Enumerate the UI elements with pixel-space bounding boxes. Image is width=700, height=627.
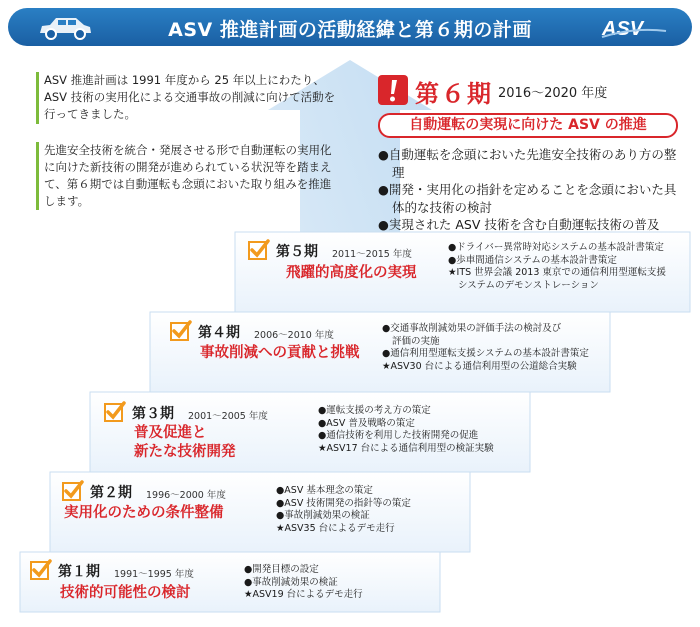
intro-paragraph-2: 先進安全技術を統合・発展させる形で自動運転の実用化に向けた新技術の開発が進められている状況等を踏まえて、第６期では自動運転も念頭においた取り組みを推進します。 (44, 143, 332, 208)
period2-item: ★ASV35 台によるデモ走行 (276, 522, 395, 534)
period3-title-line1: 普及促進と (134, 425, 207, 441)
intro-bar-1 (36, 72, 39, 124)
period3-item: ●通信技術を利用した技術開発の促進 (318, 430, 479, 441)
period4-item: ●交通事故削減効果の評価手法の検討及び (382, 323, 562, 334)
period4-item: 評価の実施 (392, 335, 440, 347)
period5-item: ●歩車間通信システムの基本設計書策定 (448, 254, 617, 266)
period5-item: ★ITS 世界会議 2013 東京での通信利用型運転支援 (448, 267, 666, 278)
intro-paragraph-1: ASV 推進計画は 1991 年度から 25 年以上にわたり、ASV 技術の実用化による交通事故の削減に向けて活動を行ってきました。 (44, 73, 336, 121)
period6-item: ●開発・実用化の指針を定めることを念頭においた具体的な技術の検討 (378, 182, 677, 215)
period5-item: システムのデモンストレーション (458, 279, 599, 291)
period3-items (318, 405, 494, 455)
period2-years: 1996～2000 年度 (146, 490, 226, 501)
period6-item: ●自動運転を念頭においた先進安全技術のあり方の整理 (378, 147, 677, 180)
period2-item: ●事故削減効果の検証 (276, 510, 370, 521)
period4-title: 事故削減への貢献と挑戦 (200, 345, 360, 361)
period1-item: ●開発目標の設定 (244, 564, 319, 575)
checkbox-check-icon (248, 239, 270, 261)
checkbox-check-icon (30, 559, 52, 581)
period1-item: ★ASV19 台によるデモ走行 (244, 589, 363, 600)
period3-item: ●ASV 普及戦略の策定 (318, 417, 415, 429)
period3-item: ●運転支援の考え方の策定 (318, 405, 431, 416)
period5-title: 飛躍的高度化の実現 (286, 265, 417, 281)
period5-years: 2011～2015 年度 (332, 249, 412, 260)
asv-logo-text: ASV (602, 18, 644, 39)
period1-items (244, 564, 363, 602)
period2-title: 実用化のための条件整備 (64, 505, 224, 521)
period5-items (448, 242, 666, 292)
asv-logo-icon (600, 17, 668, 39)
period6-exclamation-icon (378, 75, 408, 105)
period5-label: 第５期 (276, 244, 318, 260)
checkbox-check-icon (104, 401, 126, 423)
period1-item: ●事故削減効果の検証 (244, 576, 338, 588)
period6-items (378, 146, 684, 234)
period1-label: 第１期 (58, 564, 100, 580)
period3-title-line2: 新たな技術開発 (134, 444, 236, 460)
period6-banner: 自動運転の実現に向けた ASV の推進 (378, 113, 678, 138)
period3-label: 第３期 (132, 406, 174, 422)
period4-items (382, 323, 589, 373)
page-title: ASV 推進計画の活動経緯と第６期の計画 (168, 19, 532, 41)
period5-item: ●ドライバー異常時対応システムの基本設計書策定 (448, 242, 664, 253)
period3-years: 2001～2005 年度 (188, 411, 268, 422)
period4-item: ●通信利用型運転支援システムの基本設計書策定 (382, 348, 589, 359)
checkbox-check-icon (62, 480, 84, 502)
period2-item: ●ASV 技術開発の指針等の策定 (276, 497, 411, 509)
period1-title: 技術的可能性の検討 (60, 585, 191, 601)
checkbox-check-icon (170, 320, 192, 342)
period6-label: 第６期 (415, 80, 493, 108)
period1-years: 1991～1995 年度 (114, 569, 194, 580)
intro-bar-2 (36, 142, 39, 210)
header-bar (8, 8, 692, 46)
period6-item: ●実現された ASV 技術を含む自動運転技術の普及 (378, 217, 660, 232)
period2-item: ●ASV 基本理念の策定 (276, 485, 373, 496)
period4-label: 第４期 (198, 325, 240, 341)
period2-items (276, 485, 411, 535)
period4-years: 2006～2010 年度 (254, 330, 334, 341)
period3-item: ★ASV17 台による通信利用型の検証実験 (318, 442, 494, 454)
period2-label: 第２期 (90, 485, 132, 501)
period4-item: ★ASV30 台による通信利用型の公道総合実験 (382, 360, 577, 372)
period6-years: 2016～2020 年度 (498, 86, 608, 101)
